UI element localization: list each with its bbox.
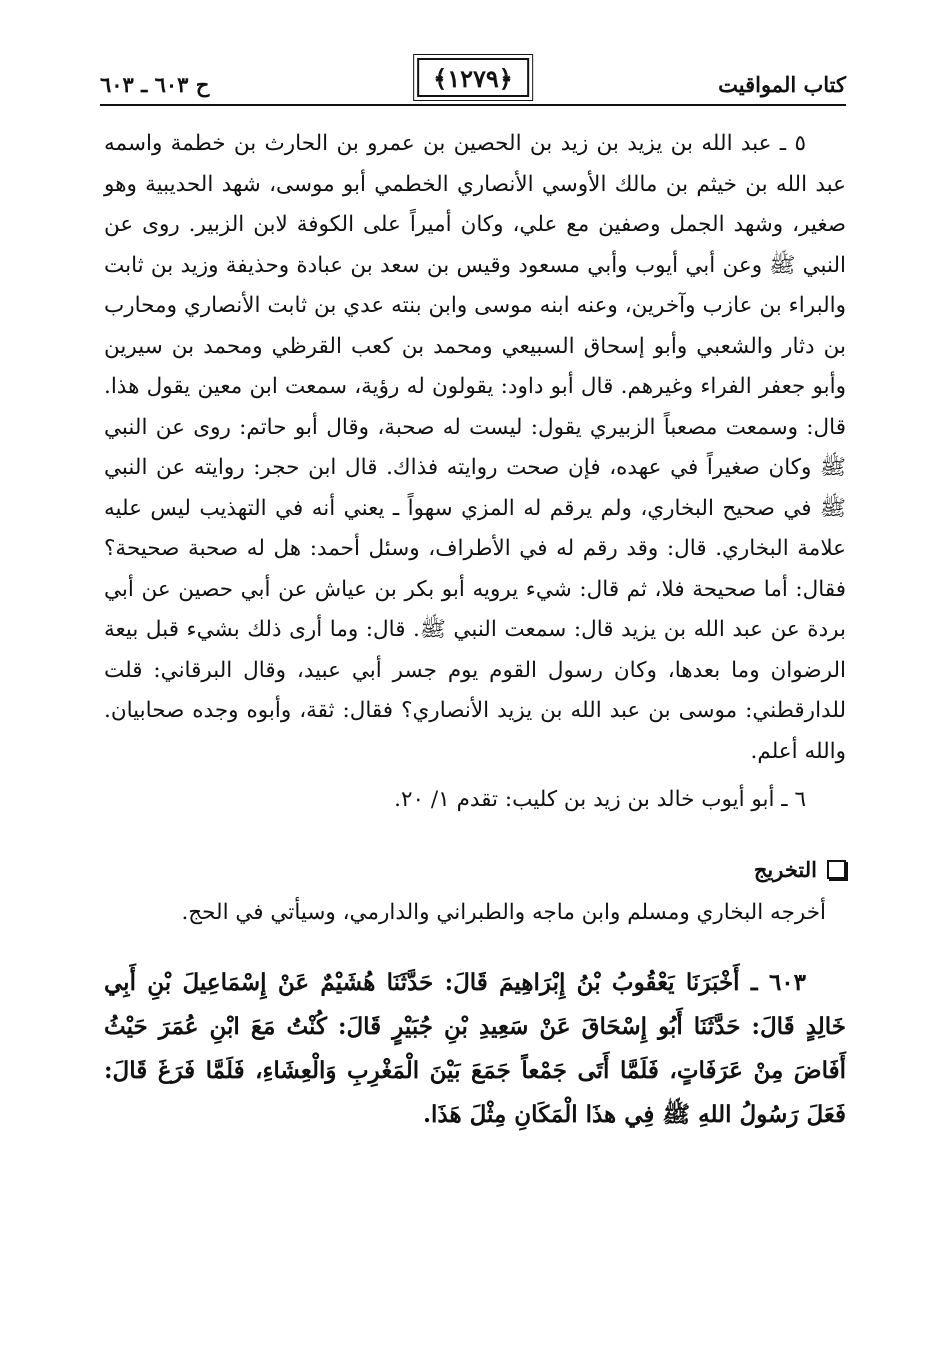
takhrij-heading-text: التخريج: [753, 856, 817, 882]
narrator-note-5: ٥ ـ عبد الله بن يزيد بن زيد بن الحصين بن عمرو بن الحارث بن خطمة واسمه عبد الله بن خيثم بن مالك الأوسي الأنصاري الخطمي أبو موسى، شهد الحديبية وهو صغير، وشهد الجمل وصفين مع علي، وكان أميراً على الكوفة لابن الزبير. روى عن النبي ﷺ وعن أبي أيوب وأبي مسعود وقيس بن سعد بن عبادة وحذيفة وزيد بن ثابت والبراء بن عازب وآخرين، وعنه ابنه موسى وابن بنته عدي بن ثابت الأنصاري ومحارب بن دثار والشعبي وأبو إسحاق السبيعي ومحمد بن كعب القرظي ومحمد بن سيرين وأبو جعفر الفراء وغيرهم. قال أبو داود: يقولون له رؤية، سمعت ابن معين يقول هذا. قال: وسمعت مصعباً الزبيري يقول: ليست له صحبة، وقال أبو حاتم: روى عن النبي ﷺ وكان صغيراً في عهده، فإن صحت روايته فذاك. قال ابن حجر: روايته عن النبي ﷺ في صحيح البخاري، ولم يرقم له المزي سهواً ـ يعني أنه في التهذيب ليس عليه علامة البخاري. قال: وقد رقم له في الأطراف، وسئل أحمد: هل له صحبة صحيحة؟ فقال: أما صحيحة فلا، ثم قال: شيء يرويه أبو بكر بن عياش عن أبي حصين عن أبي بردة عن عبد الله بن يزيد قال: سمعت النبي ﷺ. قال: وما أرى ذلك بشيء قبل بيعة الرضوان وما بعدها، وكان رسول القوم يوم جسر أبي عبيد، وقال البرقاني: قلت للدارقطني: موسى بن عبد الله بن يزيد الأنصاري؟ فقال: ثقة، وأبوه وجده صحابيان. والله أعلم.: [104, 131, 846, 764]
hadith-range: ح ٦٠٣ ـ ٦٠٣: [100, 72, 210, 97]
book-title: كتاب المواقيت: [718, 72, 846, 97]
narrator-note-6: ٦ ـ أبو أيوب خالد بن زيد بن كليب: تقدم ١/ ٢٠.: [394, 787, 806, 812]
header-rule: [100, 104, 846, 106]
running-header: [100, 58, 846, 116]
square-box-icon: [827, 860, 846, 879]
takhrij-heading: [104, 853, 846, 887]
takhrij-text: أخرجه البخاري ومسلم وابن ماجه والطبراني والدارمي، وسيأتي في الحج.: [181, 899, 826, 925]
hadith-text: ٦٠٣ ـ أَخْبَرَنَا يَعْقُوبُ بْنُ إِبْرَاهِيمَ قَالَ: حَدَّثَنَا هُشَيْمٌ عَنْ إِسْمَاعِيلَ بْنِ أَبِي خَالِدٍ قَالَ: حَدَّثَنَا أَبُو إِسْحَاقَ عَنْ سَعِيدِ بْنِ جُبَيْرٍ قَالَ: كُنْتُ مَعَ ابْنِ عُمَرَ حَيْثُ أَفَاضَ مِنْ عَرَفَاتٍ، فَلَمَّا أَتَى جَمْعاً جَمَعَ بَيْنَ الْمَغْرِبِ وَالْعِشَاءِ، فَلَمَّا فَرَغَ قَالَ: فَعَلَ رَسُولُ اللهِ ﷺ فِي هذَا الْمَكَانِ مِثْلَ هَذَا.: [104, 968, 846, 1128]
page-body: [104, 124, 846, 1137]
page-number: ﴿١٢٧٩﴾: [417, 58, 529, 97]
